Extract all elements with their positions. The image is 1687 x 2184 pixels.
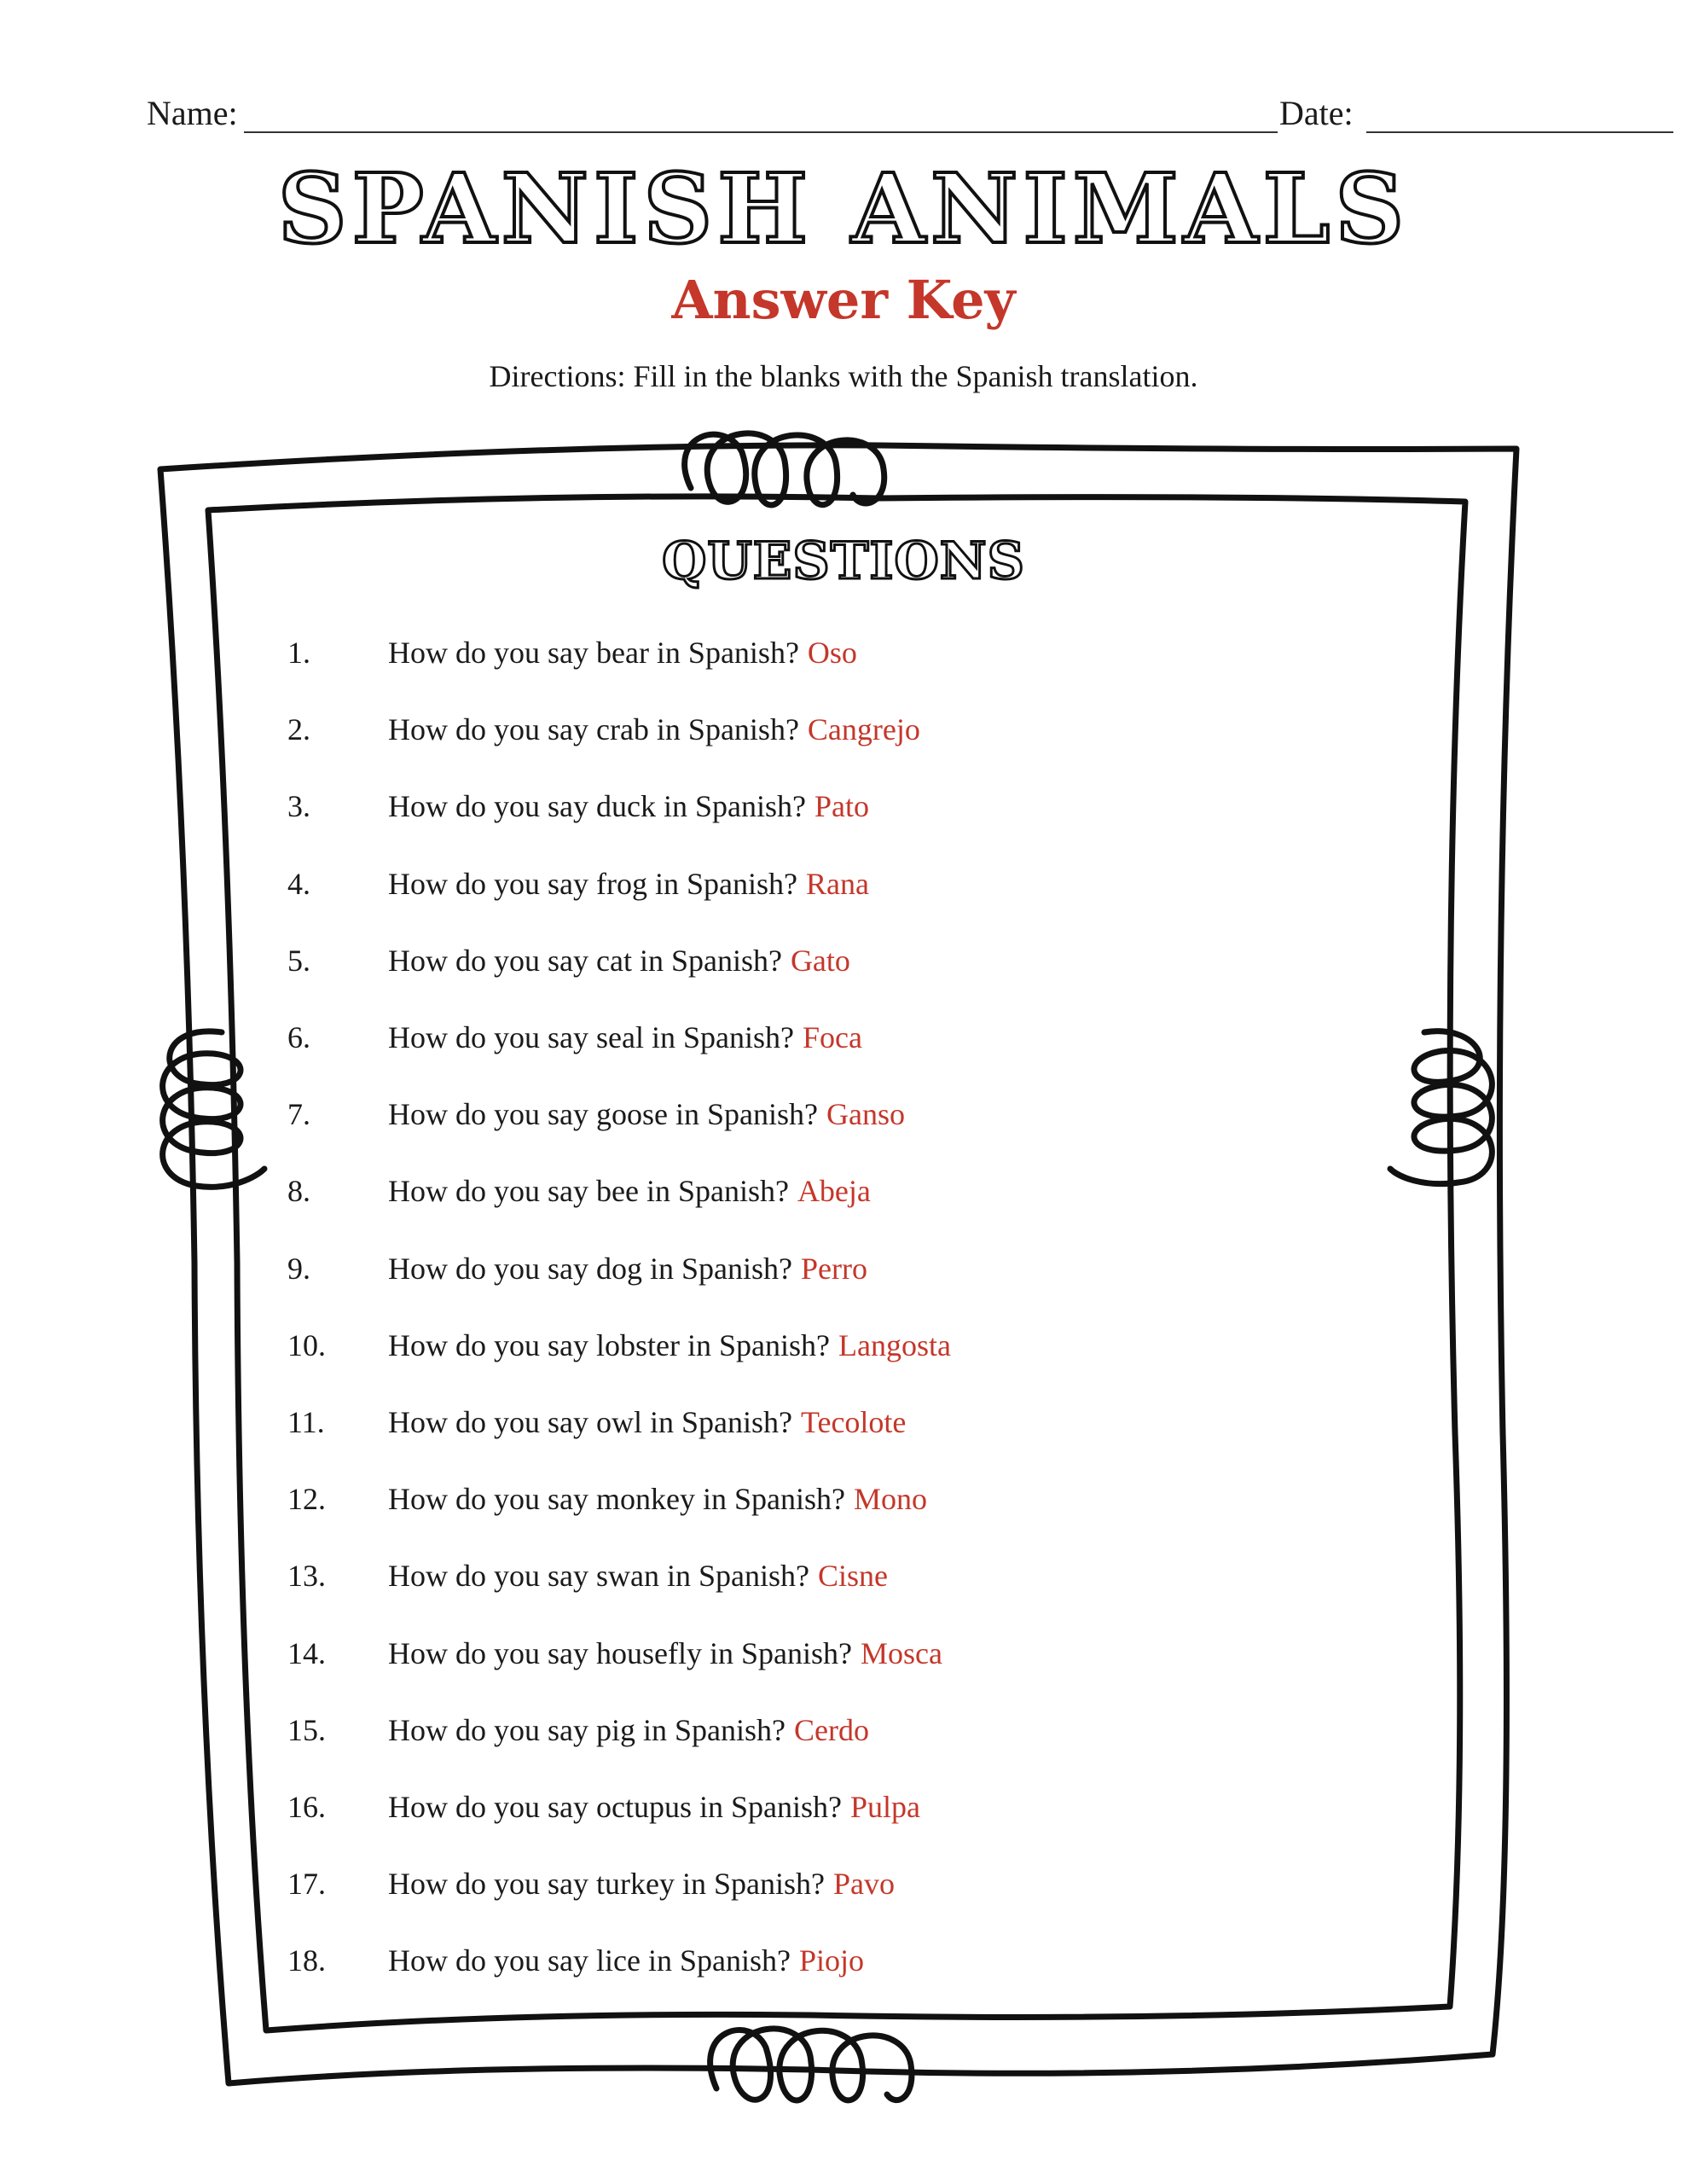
list-item [287, 1769, 1464, 1845]
questions-heading: QUESTIONS [662, 531, 1025, 591]
question-number: 9. [287, 1251, 310, 1286]
list-item [287, 1614, 1464, 1691]
question-text: How do you say pig in Spanish? [388, 1712, 786, 1747]
list-item [287, 1461, 1464, 1537]
question-number: 8. [287, 1174, 310, 1209]
name-date-line [147, 92, 1528, 135]
answer-text: Perro [800, 1251, 867, 1286]
date-field[interactable] [1366, 131, 1673, 133]
question-text: How do you say owl in Spanish? [388, 1404, 792, 1439]
question-text: How do you say crab in Spanish? [388, 712, 799, 747]
question-number: 4. [287, 866, 310, 901]
list-item [287, 1922, 1464, 1999]
question-number: 2. [287, 712, 310, 747]
question-text: How do you say housefly in Spanish? [388, 1635, 852, 1670]
directions-text: Directions: Fill in the blanks with the Spanish translation. [489, 359, 1198, 393]
answer-text: Cangrejo [807, 712, 920, 747]
list-item [287, 1307, 1464, 1384]
question-number: 17. [287, 1867, 326, 1902]
question-text: How do you say dog in Spanish? [388, 1251, 792, 1286]
list-item [287, 1384, 1464, 1461]
question-number: 18. [287, 1943, 326, 1978]
list-item [287, 845, 1464, 922]
question-text: How do you say octupus in Spanish? [388, 1789, 842, 1824]
answer-text: Tecolote [800, 1404, 907, 1439]
question-number: 11. [287, 1404, 325, 1439]
question-text: How do you say bear in Spanish? [388, 636, 799, 671]
question-number: 1. [287, 636, 310, 671]
answer-text: Pulpa [849, 1789, 920, 1824]
list-item [287, 922, 1464, 999]
name-label: Name: [147, 94, 238, 132]
question-number: 12. [287, 1482, 326, 1517]
list-item [287, 1153, 1464, 1229]
answer-text: Piojo [798, 1943, 864, 1978]
name-field[interactable] [244, 131, 1278, 133]
answer-text: Mono [853, 1482, 927, 1517]
question-number: 15. [287, 1712, 326, 1747]
question-text: How do you say lobster in Spanish? [388, 1327, 830, 1362]
question-text: How do you say bee in Spanish? [388, 1174, 789, 1209]
question-text: How do you say cat in Spanish? [388, 943, 782, 978]
question-number: 13. [287, 1559, 326, 1594]
question-text: How do you say turkey in Spanish? [388, 1867, 825, 1902]
answer-text: Ganso [826, 1097, 905, 1132]
answer-text: Mosca [860, 1635, 942, 1670]
question-text: How do you say goose in Spanish? [388, 1097, 818, 1132]
answer-text: Foca [802, 1020, 862, 1055]
answer-text: Pato [814, 789, 869, 824]
question-number: 10. [287, 1327, 326, 1362]
list-item [287, 768, 1464, 845]
date-label: Date: [1279, 94, 1354, 132]
question-text: How do you say frog in Spanish? [388, 866, 797, 901]
answer-text: Gato [790, 943, 850, 978]
question-text: How do you say swan in Spanish? [388, 1559, 809, 1594]
answer-key-subtitle: Answer Key [671, 269, 1016, 331]
answer-text: Oso [807, 636, 857, 671]
question-text: How do you say duck in Spanish? [388, 789, 806, 824]
question-text: How do you say seal in Spanish? [388, 1020, 794, 1055]
list-item [287, 1230, 1464, 1307]
question-number: 7. [287, 1097, 310, 1132]
question-number: 16. [287, 1789, 326, 1824]
answer-text: Pavo [832, 1867, 895, 1902]
list-item [287, 1076, 1464, 1153]
list-item [287, 691, 1464, 768]
list-item [287, 614, 1464, 691]
question-text: How do you say monkey in Spanish? [388, 1482, 845, 1517]
question-text: How do you say lice in Spanish? [388, 1943, 791, 1978]
list-item [287, 1537, 1464, 1614]
bottom-loops-decoration [710, 2029, 912, 2100]
answer-text: Cisne [817, 1559, 888, 1594]
question-list [287, 614, 1464, 1999]
list-item [287, 1845, 1464, 1922]
answer-text: Rana [805, 866, 869, 901]
answer-text: Cerdo [793, 1712, 869, 1747]
list-item [287, 1692, 1464, 1769]
answer-text: Abeja [797, 1174, 871, 1209]
question-number: 3. [287, 789, 310, 824]
question-number: 6. [287, 1020, 310, 1055]
question-number: 5. [287, 943, 310, 978]
question-number: 14. [287, 1635, 326, 1670]
worksheet-title: SPANISH ANIMALS [277, 154, 1410, 265]
answer-text: Langosta [838, 1327, 951, 1362]
left-loops-decoration [163, 1031, 264, 1187]
list-item [287, 999, 1464, 1076]
